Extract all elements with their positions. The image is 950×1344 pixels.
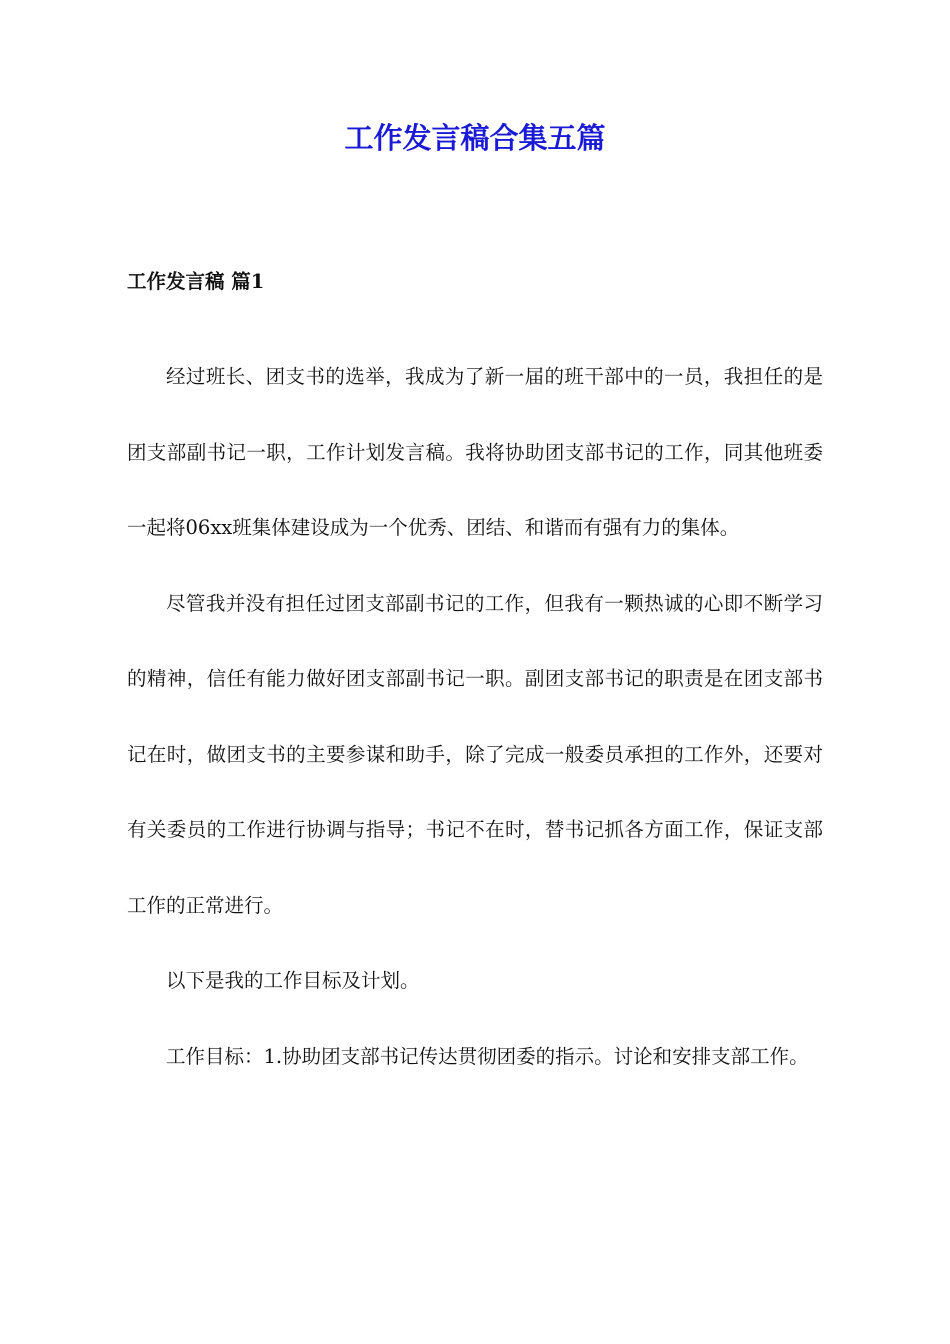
paragraph: 以下是我的工作目标及计划。 bbox=[166, 969, 420, 992]
paragraph: 工作目标：1.协助团支部书记传达贯彻团委的指示。讨论和安排支部工作。 bbox=[166, 1044, 809, 1068]
paragraph: 尽管我并没有担任过团支部副书记的工作，但我有一颗热诚的心即不断学习的精神，信任有能力做好团支部副书记一职。副团支部书记的职责是在团支部书记在时，做团支书的主要参谋和助手，除了完成一般委员承担的工作外，还要对有关委员的工作进行协调与指导；书记不在时，替书记抓各方面工作，保证支部工作的正常进行。 bbox=[127, 591, 823, 917]
section-heading: 工作发言稿 篇1 bbox=[127, 270, 265, 293]
document-body bbox=[127, 339, 823, 1094]
paragraph: 经过班长、团支书的选举，我成为了新一届的班干部中的一员，我担任的是团支部副书记一职，工作计划发言稿。我将协助团支部书记的工作，同其他班委一起将06xx班集体建设成为一个优秀、团结、和谐而有强有力的集体。 bbox=[127, 365, 823, 539]
document-title: 工作发言稿合集五篇 bbox=[344, 121, 606, 155]
